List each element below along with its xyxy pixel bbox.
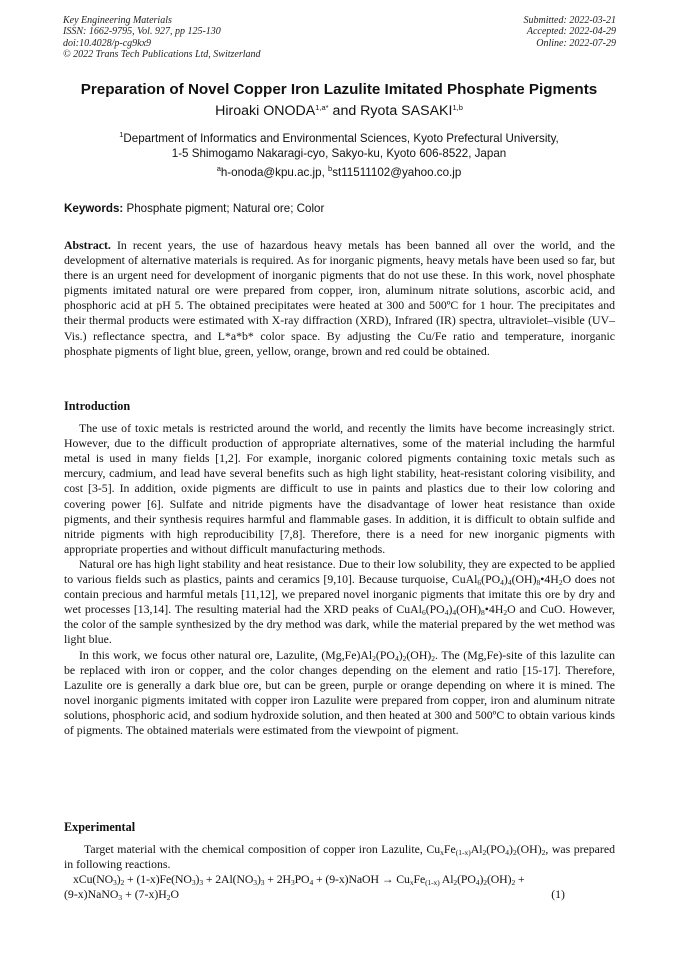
intro-paragraph-3: In this work, we focus other natural ore, Lazulite, $(Mg,Fe)Al_2(PO_4)_2(OH)_2$. The (Mg,Fe)-site of this lazulite can be replaced with iron or copper, and the color changes depending on the element and ratio [15-17]. Therefore, Lazulite ore is generally a dark blue ore, but can be green, purple or orange depending on where it is mined. The novel inorganic pigments imitated with copper iron Lazulite were prepared from copper, iron and aluminum nitrate solutions, phosphoric acid, and sodium hydroxide solution, and then heated at 300 and 500ºC to obtain various kinds of pigments. The obtained materials were estimated from the viewpoint of pigment. [64, 647, 615, 737]
doi: doi:10.4028/p-cg9kx9 [63, 37, 152, 49]
equation-number: (1) [551, 887, 565, 902]
abstract-section [64, 238, 615, 359]
equation-line-2: (9-x)NaNO$_3$ + $(7-x)H_2O$ (1) [64, 887, 615, 902]
experimental-section [64, 820, 615, 902]
email-b[interactable]: st11511102@yahoo.co.jp [332, 166, 462, 179]
author-list [0, 103, 678, 119]
introduction-heading: Introduction [64, 399, 131, 413]
journal-info [63, 15, 261, 61]
keywords-label: Keywords: [64, 202, 124, 215]
abstract-text: In recent years, the use of hazardous heavy metals has been banned all over the world, and the development of alternative materials is required. As for inorganic pigments, heavy metals have been used so far, but there is an urgent need for development of inorganic pigments that do not use these. In this work, novel phosphate pigments imitated natural ore were prepared from copper, iron, aluminum nitrate solutions, ascorbic acid, and phosphoric acid at pH 5. The obtained precipitates were heated at 300 and 500ºC for 1 hour. The precipitates and their thermal products were estimated with X-ray diffraction (XRD), Infrared (IR) spectra, ultraviolet–visible (UV–Vis.) reflectance spectra, and L*a*b* color space. By adjusting the Cu/Fe ratio and temperature, inorganic phosphate pigments of light blue, green, yellow, orange, brown and red could be obtained. [64, 238, 615, 358]
online-date: Online: 2022-07-29 [536, 37, 616, 49]
affiliation-marker: 1 [119, 130, 124, 139]
email-a-marker: a [216, 164, 221, 173]
abstract-paragraph [64, 238, 615, 359]
intro-paragraph-2: Natural ore has high light stability and heat resistance. Due to their low solubility, they are expected to be applied to various fields such as plastics, paints and ceramics [9,10]. Because turquoise, $CuAl_6(PO_4)_4(OH)_8•4H_2O$ does not contain precious and harmful metals [11,12], we prepared novel inorganic pigments that imitate this ore by dry and wet processes [13,14]. The resulting material had the XRD peaks of $CuAl_6(PO_4)_4(OH)_8•4H_2O$ and CuO. However, the color of the sample synthesized by the dry method was dark, while the material prepared by the wet method was light blue. [64, 556, 615, 647]
equation-line-1: $xCu(NO_3)_2 + (1-x)Fe(NO_3)_3 + 2Al(NO_3)_3 + 2H_3PO_4$ + (9-x)NaOH → $Cu_xFe_{(1-x)}$ $Al_2(PO_4)_2(OH)_2$ + [73, 872, 525, 888]
intro-paragraph-1: The use of toxic metals is restricted around the world, and recently the limits have become increasingly strict. However, due to the difficult production of appropriate alternatives, some of the material including the harmful metal is used in many fields [1,2]. For example, inorganic colored pigments containing toxic metals such as mercury, cadmium, and lead have several benefits such as high light stability, heat-resistant coloring visibility, and cost [3-5]. In addition, oxide pigments are difficult to use in paints and plastics due to their low coloring and covering power [6]. Sulfate and nitride pigments have the disadvantage of lower heat resistance than oxide pigments, and their synthesis requires harmful and flammable gases. In addition, it is difficult to obtain sulfide and nitride pigments with high reproducibility [7,8]. Therefore, there is a need for new inorganic pigments with appropriate properties and without difficult manufacturing methods. [64, 421, 615, 556]
affiliation [0, 131, 678, 161]
email-a[interactable]: h-onoda@kpu.ac.jp, [220, 166, 329, 179]
author-emails [0, 166, 678, 179]
dates-info [524, 15, 617, 49]
submitted-date: Submitted: 2022-03-21 [523, 15, 616, 26]
author-conjunction: and [328, 103, 361, 119]
journal-name: Key Engineering Materials [63, 15, 172, 26]
copyright: © 2022 Trans Tech Publications Ltd, Switzerland [63, 49, 261, 61]
experimental-paragraph-1: Target material with the chemical composition of copper iron Lazulite, $Cu_xFe_{(1-x)}Al_2(PO_4)_2(OH)_2$, was prepared in following reactions. [64, 842, 615, 872]
email-b-marker: b [328, 164, 333, 173]
abstract-label: Abstract. [64, 238, 111, 252]
affiliation-line-2: 1-5 Shimogamo Nakaragi-cyo, Sakyo-ku, Kyoto 606-8522, Japan [171, 147, 507, 160]
accepted-date: Accepted: 2022-04-29 [526, 26, 616, 38]
author-1: Hiroaki ONODA [215, 103, 316, 119]
experimental-heading: Experimental [64, 820, 136, 834]
reaction-equation [64, 872, 615, 902]
keywords-text: Phosphate pigment; Natural ore; Color [123, 202, 325, 215]
issn: ISSN: 1662-9795, Vol. 927, pp 125-130 [63, 26, 221, 38]
affiliation-line-1: Department of Informatics and Environmental Sciences, Kyoto Prefectural University, [123, 132, 559, 145]
paper-title: Preparation of Novel Copper Iron Lazulite Imitated Phosphate Pigments [80, 81, 598, 98]
author-2: Ryota SASAKI [360, 103, 453, 119]
author-2-affil: 1,b [452, 103, 463, 112]
author-1-affil: 1,a* [315, 103, 329, 112]
keywords [64, 202, 616, 215]
introduction-section [64, 399, 615, 738]
